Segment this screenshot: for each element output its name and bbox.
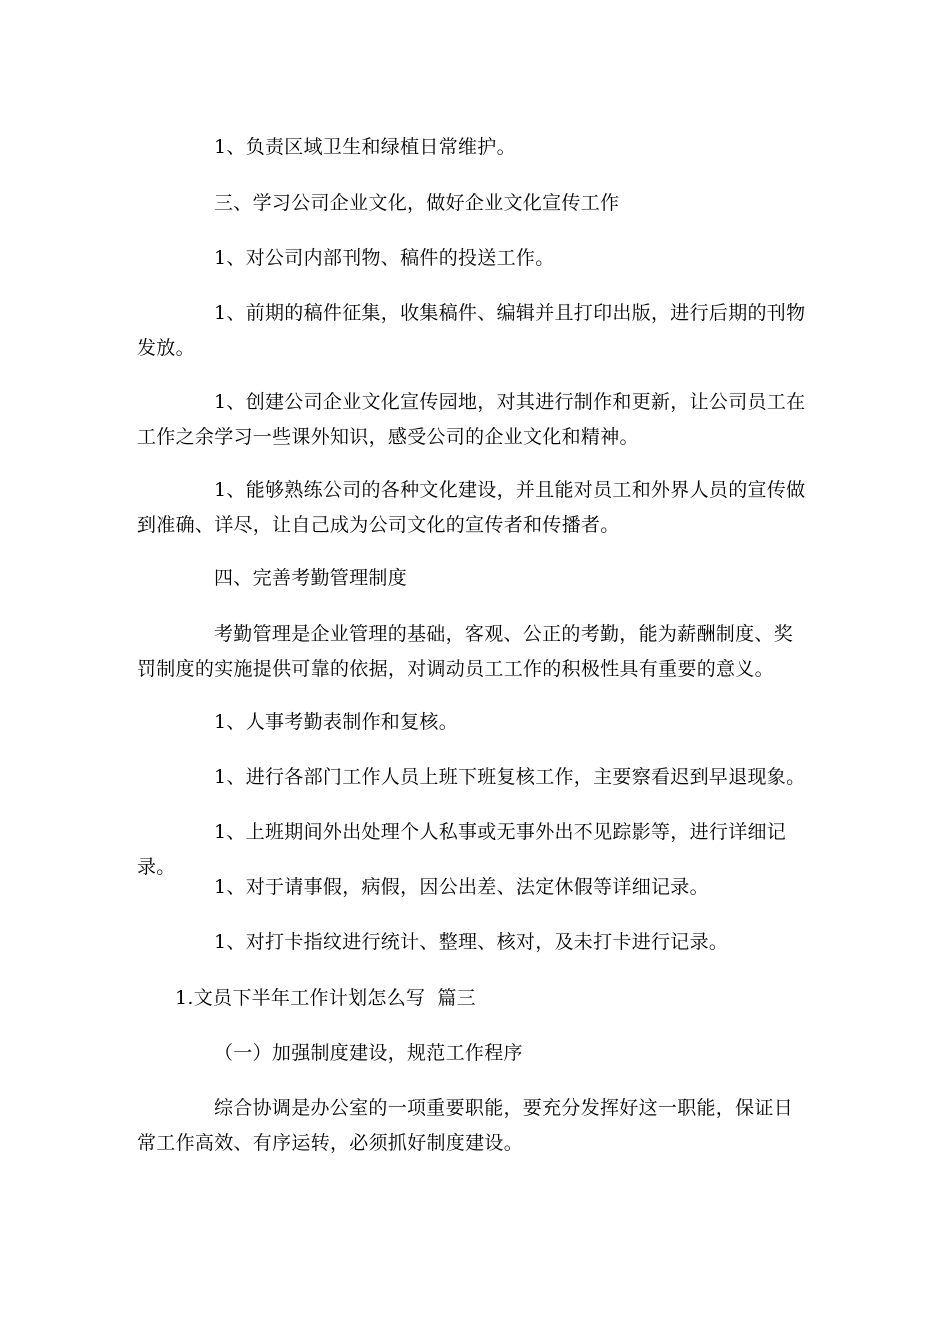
paragraph-outing-records: 1、上班期间外出处理个人私事或无事外出不见踪影等，进行详细记录。 bbox=[137, 821, 787, 878]
heading-number: 1. bbox=[175, 987, 194, 1009]
paragraph-leave-records: 1、对于请事假，病假，因公出差、法定休假等详细记录。 bbox=[214, 876, 709, 898]
heading-title: 文员下半年工作计划怎么写 bbox=[193, 987, 426, 1009]
paragraph-culture-promotion: 1、能够熟练公司的各种文化建设，并且能对员工和外界人员的宣传做到准确、详尽，让自己成为公司文化的宣传者和传播者。 bbox=[137, 479, 806, 536]
section-heading-attendance: 四、完善考勤管理制度 bbox=[214, 567, 408, 589]
paragraph-coordination: 综合协调是办公室的一项重要职能，要充分发挥好这一职能，保证日常工作高效、有序运转，必须抓好制度建设。 bbox=[137, 1097, 794, 1154]
paragraph-publication-delivery: 1、对公司内部刊物、稿件的投送工作。 bbox=[214, 247, 555, 269]
paragraph-attendance-sheet: 1、人事考勤表制作和复核。 bbox=[214, 711, 458, 733]
paragraph-culture-garden: 1、创建公司企业文化宣传园地，对其进行制作和更新，让公司员工在工作之余学习一些课外知识，感受公司的企业文化和精神。 bbox=[137, 391, 806, 448]
sub-heading-system-building: （一）加强制度建设，规范工作程序 bbox=[214, 1042, 523, 1064]
paragraph-check-lateness: 1、进行各部门工作人员上班下班复核工作，主要察看迟到早退现象。 bbox=[214, 766, 806, 788]
paragraph-fingerprint-stats: 1、对打卡指纹进行统计、整理、核对，及未打卡进行记录。 bbox=[214, 931, 729, 953]
paragraph-hygiene: 1、负责区域卫生和绿植日常维护。 bbox=[214, 136, 516, 158]
paragraph-manuscript-collection: 1、前期的稿件征集，收集稿件、编辑并且打印出版，进行后期的刊物发放。 bbox=[137, 302, 806, 359]
article-section-heading bbox=[175, 981, 476, 1016]
section-heading-culture: 三、学习公司企业文化，做好企业文化宣传工作 bbox=[214, 192, 620, 214]
heading-suffix: 篇三 bbox=[437, 987, 476, 1009]
paragraph-attendance-intro: 考勤管理是企业管理的基础，客观、公正的考勤，能为薪酬制度、奖罚制度的实施提供可靠的依据，对调动员工工作的积极性具有重要的意义。 bbox=[137, 623, 794, 680]
